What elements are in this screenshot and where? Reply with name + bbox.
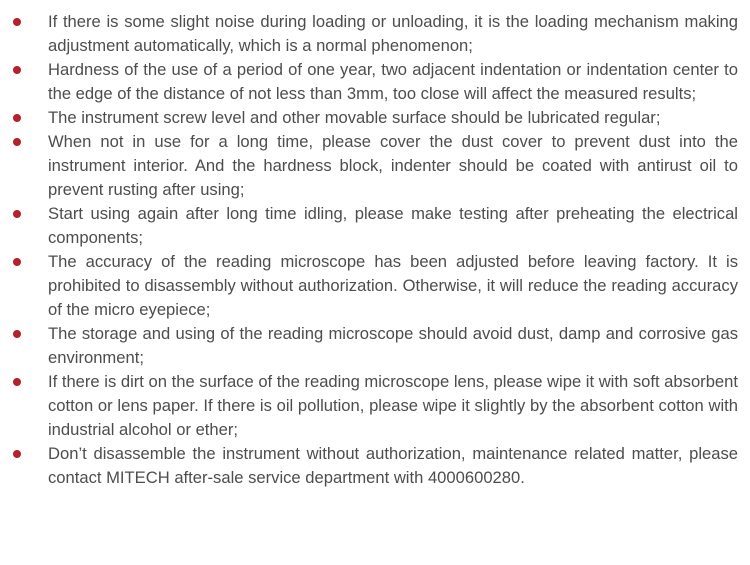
list-item-text: If there is some slight noise during loading or unloading, it is the loading mechanism making adjustment automatically, which is a normal phenomenon; [48, 12, 738, 55]
list-item-text: Hardness of the use of a period of one year, two adjacent indentation or indentation center to the edge of the distance of not less than 3mm, too close will affect the measured results; [48, 60, 738, 103]
list-item [0, 10, 750, 58]
bullet-dot-icon [13, 450, 21, 458]
bullet-dot-icon [13, 114, 21, 122]
list-item [0, 58, 750, 106]
list-item-text: If there is dirt on the surface of the reading microscope lens, please wipe it with soft absorbent cotton or lens paper. If there is oil pollution, please wipe it slightly by the absorbent cotton with industrial alcohol or ether; [48, 372, 738, 439]
bullet-dot-icon [13, 138, 21, 146]
list-item [0, 106, 750, 130]
bullet-dot-icon [13, 18, 21, 26]
list-item-text: Start using again after long time idling, please make testing after preheating the electrical components; [48, 204, 738, 247]
bullet-dot-icon [13, 330, 21, 338]
bullet-dot-icon [13, 66, 21, 74]
list-item [0, 202, 750, 250]
list-item [0, 322, 750, 370]
list-item [0, 370, 750, 442]
bullet-dot-icon [13, 258, 21, 266]
list-item-text: When not in use for a long time, please cover the dust cover to prevent dust into the instrument interior. And the hardness block, indenter should be coated with antirust oil to prevent rusting after using; [48, 132, 738, 199]
list-item [0, 442, 750, 490]
list-item [0, 130, 750, 202]
list-item [0, 250, 750, 322]
bullet-dot-icon [13, 378, 21, 386]
list-item-text: Don’t disassemble the instrument without authorization, maintenance related matter, please contact MITECH after-sale service department with 4000600280. [48, 444, 738, 487]
list-item-text: The instrument screw level and other movable surface should be lubricated regular; [48, 108, 661, 127]
list-item-text: The accuracy of the reading microscope has been adjusted before leaving factory. It is prohibited to disassembly without authorization. Otherwise, it will reduce the reading accuracy of the micro eyepiece; [48, 252, 738, 319]
list-item-text: The storage and using of the reading microscope should avoid dust, damp and corrosive gas environment; [48, 324, 738, 367]
maintenance-notes-list [0, 10, 750, 490]
bullet-dot-icon [13, 210, 21, 218]
